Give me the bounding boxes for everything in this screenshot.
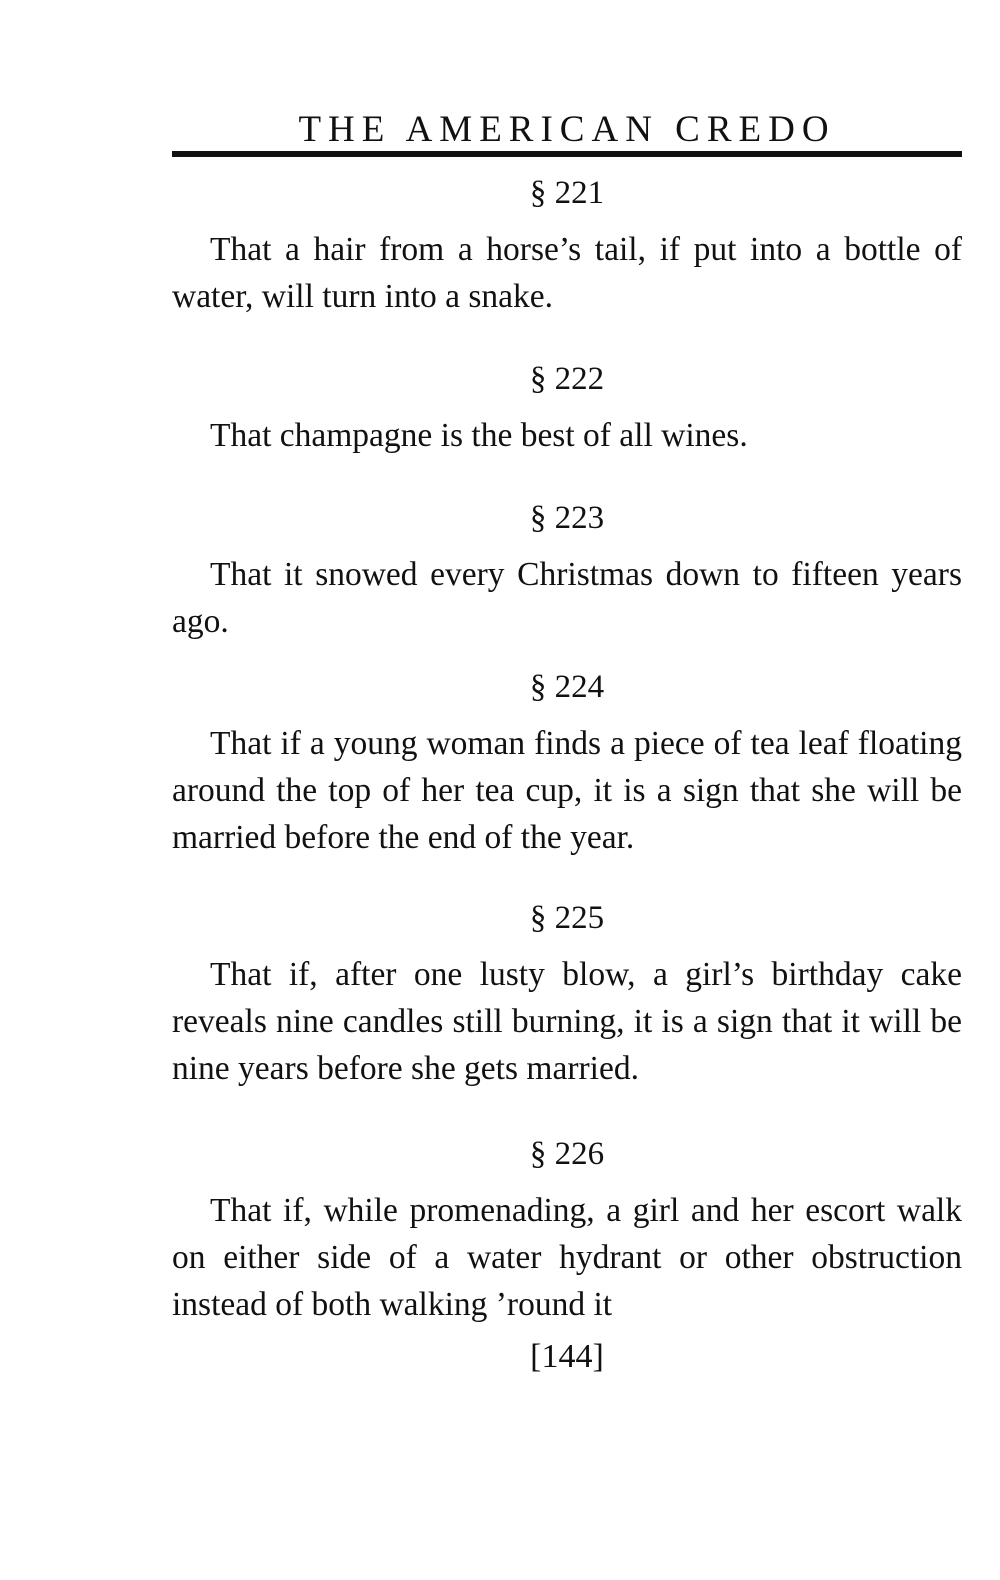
section-text: That if, after one lusty blow, a girl’s birthday cake reveals nine candles still burning, it is a sign that it will be nine years before she gets married. [172, 956, 962, 1087]
book-page [172, 0, 962, 1580]
section-text: That if a young woman finds a piece of tea leaf floating around the top of her tea cup, it is a sign that she will be married before the end of the year. [172, 725, 962, 856]
page-number: [144] [530, 1338, 604, 1375]
section-number: § 223 [529, 500, 605, 536]
section-number: § 221 [529, 175, 605, 211]
section-number: § 225 [529, 900, 605, 936]
section-text: That champagne is the best of all wines. [210, 417, 748, 454]
section-223 [172, 497, 962, 645]
section-text: That it snowed every Christmas down to fifteen years ago. [172, 556, 962, 640]
section-text: That a hair from a horse’s tail, if put into a bottle of water, will turn into a snake. [172, 231, 962, 315]
section-221 [172, 172, 962, 320]
section-text: That if, while promenading, a girl and her escort walk on either side of a water hydrant or other obstruction instead of both walking ’round it [172, 1192, 962, 1323]
section-225 [172, 897, 962, 1092]
section-number: § 222 [529, 361, 605, 397]
section-226 [172, 1133, 962, 1328]
section-number: § 226 [529, 1136, 605, 1172]
running-title: THE AMERICAN CREDO [298, 109, 836, 150]
section-224 [172, 666, 962, 861]
section-number: § 224 [529, 669, 605, 705]
section-222 [172, 358, 962, 459]
header-rule [172, 151, 962, 157]
